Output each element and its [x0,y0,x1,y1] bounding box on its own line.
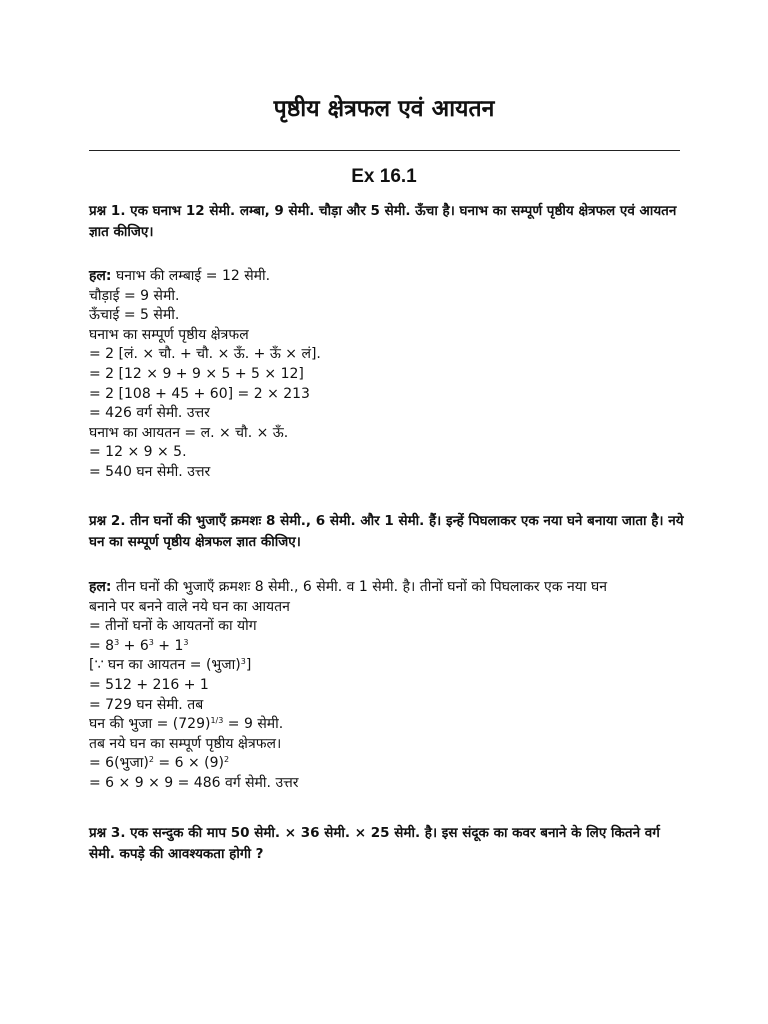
term: = 6(भुजा) [89,755,149,772]
surface-area-line [89,754,689,774]
exponent: 3 [114,637,120,647]
solution-2-line: = 729 घन सेमी. तब [89,696,204,713]
question-1: प्रश्न 1. एक घनाभ 12 सेमी. लम्बा, 9 सेमी. चौड़ा और 5 सेमी. ऊँचा है। घनाभ का सम्पूर्ण पृष्ठीय क्षेत्रफल एवं आयतन ज्ञात कीजिए। [89,203,677,240]
exponent: 3 [183,637,189,647]
exponent: 2 [148,755,154,765]
solution-1-line: = 2 [108 + 45 + 60] = 2 × 213 [89,385,310,402]
solution-1-line: घनाभ का सम्पूर्ण पृष्ठीय क्षेत्रफल [89,326,249,343]
term: घन की भुजा = (729) [89,716,211,733]
solution-label: हल: [89,268,112,284]
question-2: प्रश्न 2. तीन घनों की भुजाएँ क्रमशः 8 सेमी., 6 सेमी. और 1 सेमी. हैं। इन्हें पिघलाकर एक नया घने बनाया जाता है। नये घन का सम्पूर्ण पृष्ठीय क्षेत्रफल ज्ञात कीजिए। [89,513,684,550]
sum-of-cubes-line [89,637,689,657]
solution-1-line: = 540 घन सेमी. उत्तर [89,463,211,480]
page-title: पृष्ठीय क्षेत्रफल एवं आयतन [273,96,495,122]
solution-2-line: = 6 × 9 × 9 = 486 वर्ग सेमी. उत्तर [89,774,299,791]
solution-1 [89,267,689,483]
title-divider [89,150,680,151]
term: + 6 [119,637,149,654]
term: = 9 सेमी. [223,716,284,733]
solution-label: हल: [89,579,112,595]
cube-volume-formula-line [89,656,689,676]
solution-2-line: बनाने पर बनने वाले नये घन का आयतन [89,598,290,615]
question-3: प्रश्न 3. एक सन्दुक की माप 50 सेमी. × 36 सेमी. × 25 सेमी. है। इस संदूक का कवर बनाने के लिए कितने वर्ग सेमी. कपड़े की आवश्यकता होगी ? [89,825,660,862]
solution-1-line: = 2 [लं. × चौ. + चौ. × ऊँ. + ऊँ × लं]. [89,346,321,363]
term: = 6 × (9) [153,755,224,772]
solution-text: घनाभ की लम्बाई = 12 सेमी. [111,268,271,284]
exponent: 3 [148,637,154,647]
exponent: 1/3 [210,716,224,726]
solution-2-line: = 512 + 216 + 1 [89,676,209,693]
exercise-heading: Ex 16.1 [351,166,417,187]
solution-1-line: ऊँचाई = 5 सेमी. [89,307,180,324]
term: [∵ घन का आयतन = (भुजा) [89,657,241,674]
solution-2-line: तब नये घन का सम्पूर्ण पृष्ठीय क्षेत्रफल। [89,735,282,752]
exponent: 2 [223,755,230,765]
exponent: 3 [240,657,246,667]
term: ] [245,657,252,674]
solution-2-line [89,578,689,598]
cube-side-line [89,715,689,735]
solution-text: तीन घनों की भुजाएँ क्रमशः 8 सेमी., 6 सेमी. व 1 सेमी. है। तीनों घनों को पिघलाकर एक नया घन [111,579,608,595]
solution-1-line [89,267,689,287]
solution-2 [89,578,689,794]
solution-1-line: = 2 [12 × 9 + 9 × 5 + 5 × 12] [89,365,304,382]
term: = 8 [89,637,115,654]
solution-2-line: = तीनों घनों के आयतनों का योग [89,618,257,635]
term: + 1 [153,637,184,654]
solution-1-line: चौड़ाई = 9 सेमी. [89,287,180,304]
solution-1-line: = 12 × 9 × 5. [89,444,187,461]
solution-1-line: = 426 वर्ग सेमी. उत्तर [89,405,210,422]
solution-1-line: घनाभ का आयतन = ल. × चौ. × ऊँ. [89,424,289,441]
